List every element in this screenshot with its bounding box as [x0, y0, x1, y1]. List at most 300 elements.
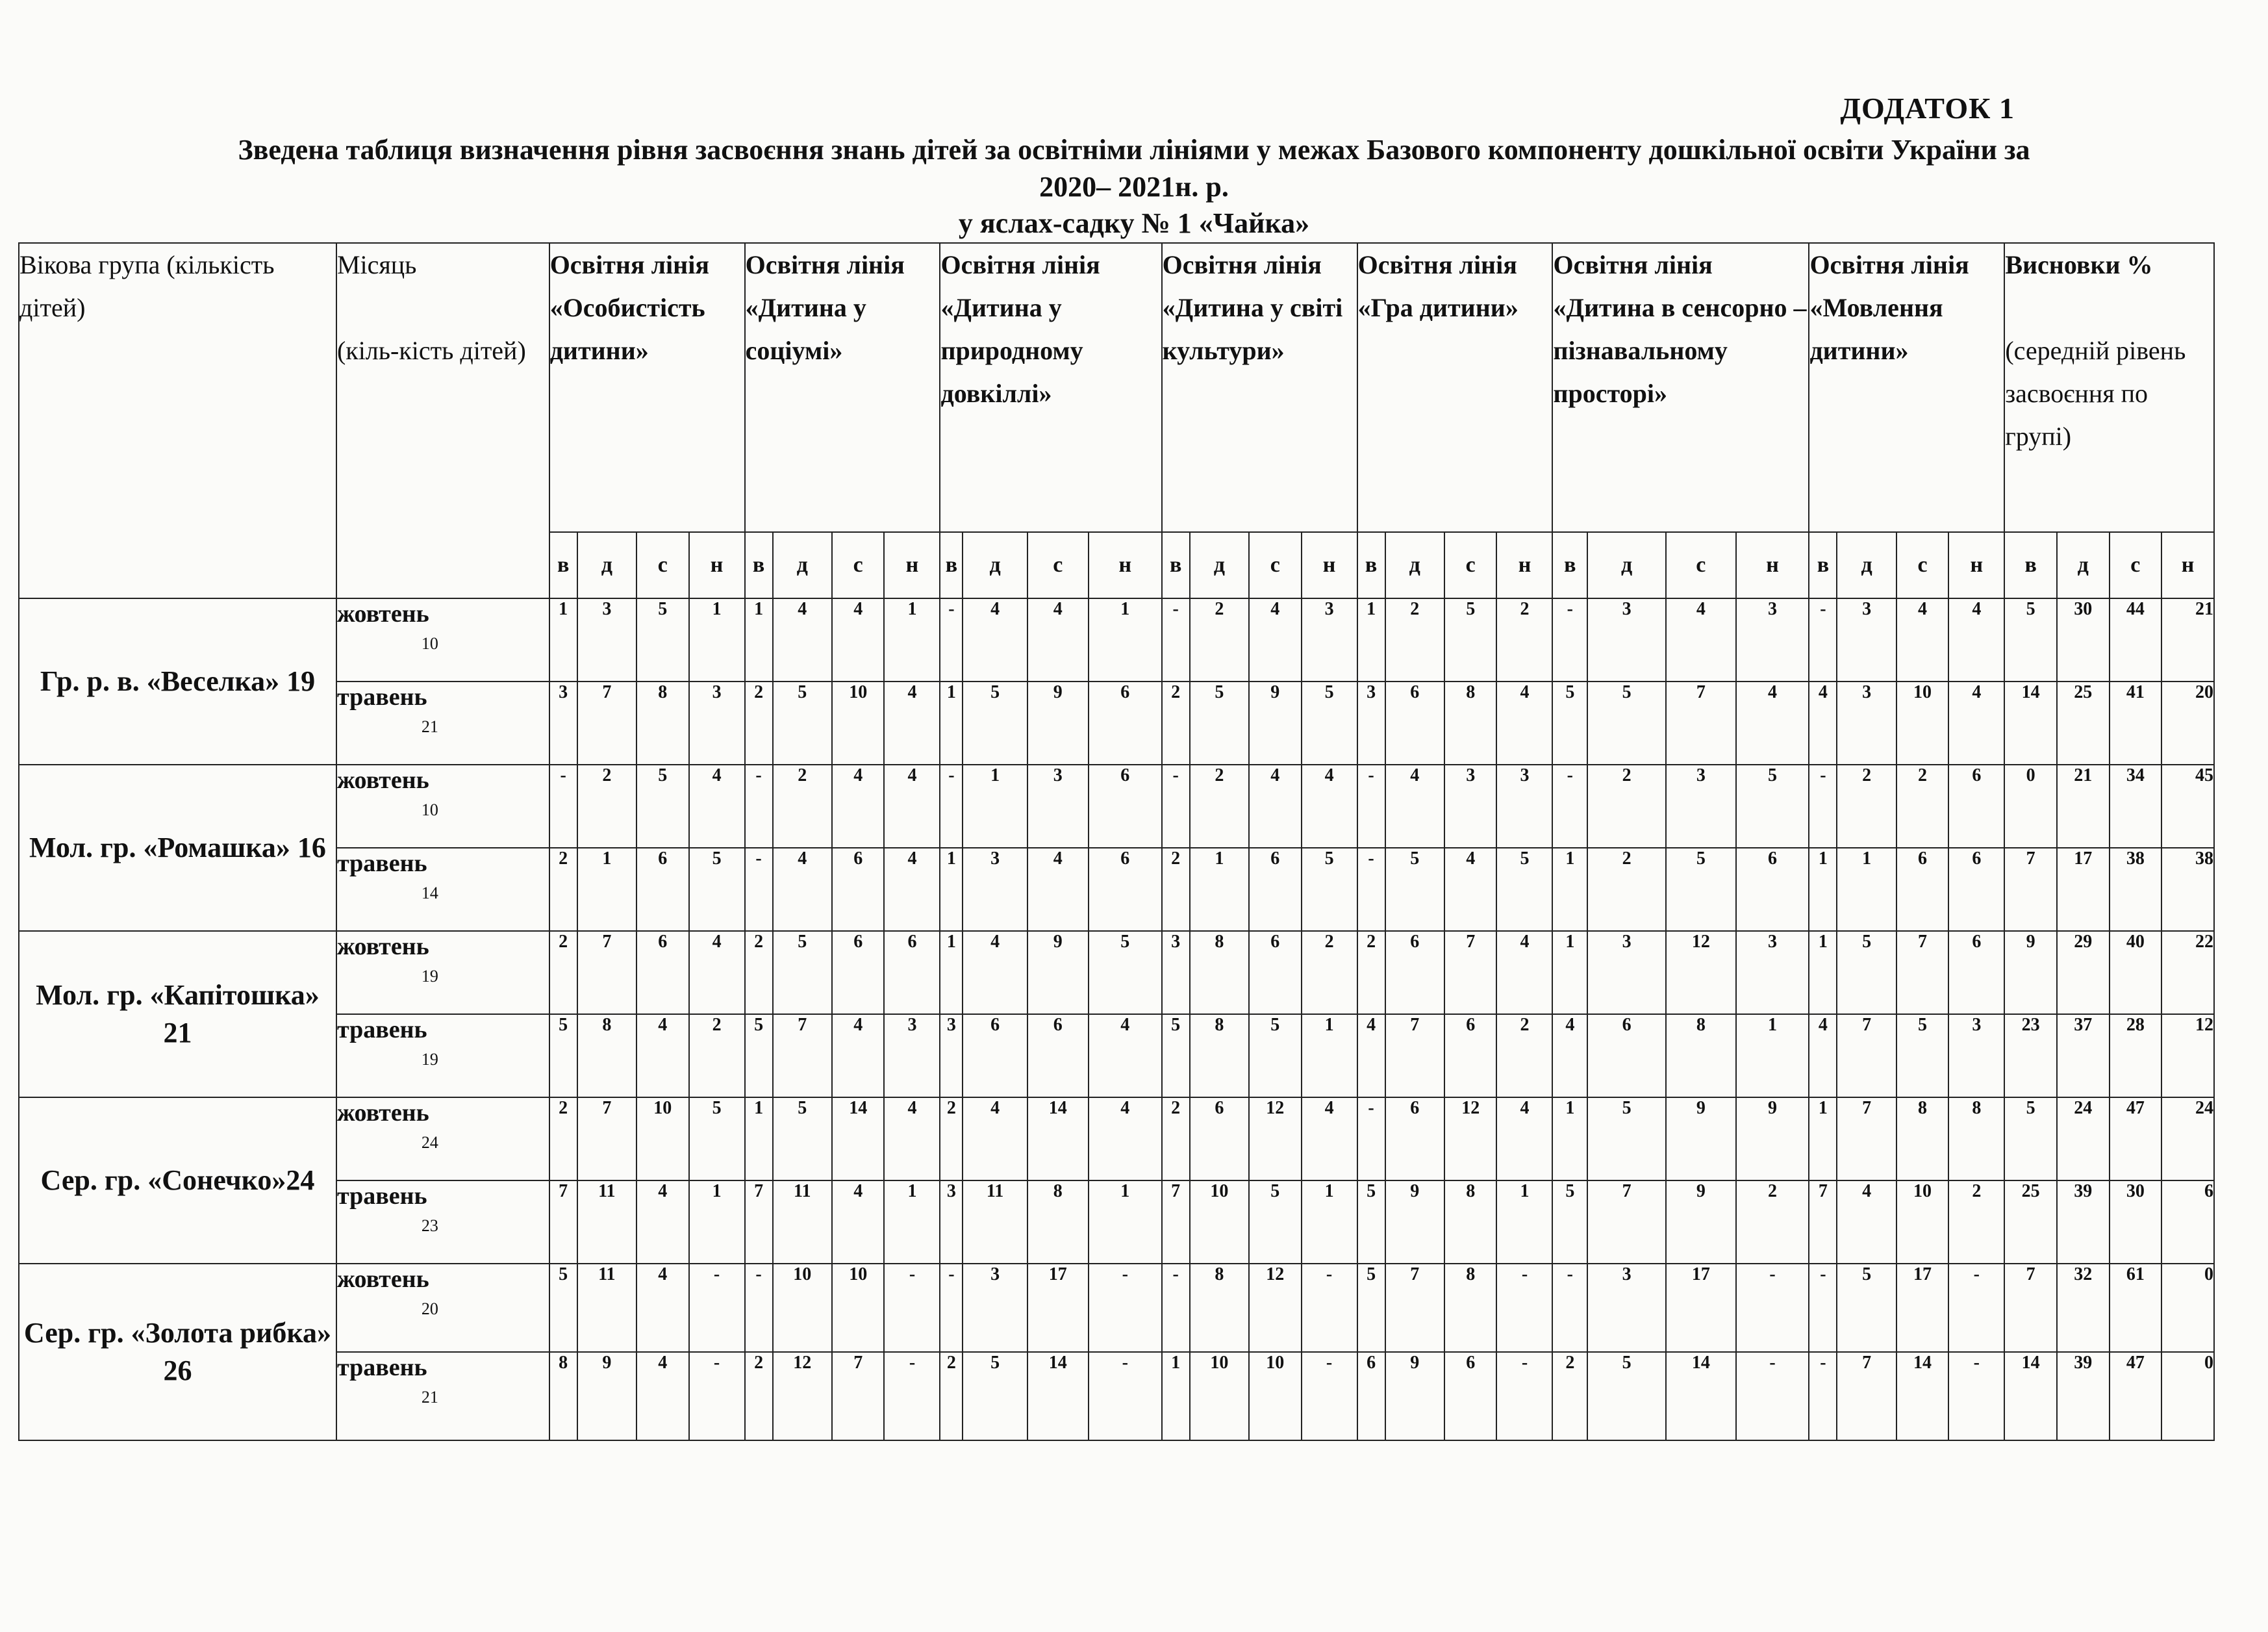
value-cell: 7 — [832, 1352, 885, 1440]
group-name: Мол. гр. «Капітошка» 21 — [19, 931, 336, 1097]
value-cell: 4 — [1896, 598, 1949, 682]
line-header-5: Освітня лінія «Гра дитини» — [1357, 243, 1553, 532]
level-header: в — [1162, 532, 1190, 598]
month-name: жовтень — [336, 600, 429, 628]
value-cell: 1 — [745, 598, 773, 682]
value-cell: 17 — [1896, 1264, 1949, 1352]
value-cell: 30 — [2057, 598, 2110, 682]
value-cell: 9 — [1385, 1180, 1444, 1264]
value-cell: 4 — [1736, 682, 1809, 765]
value-cell: 10 — [1249, 1352, 1302, 1440]
table-row — [19, 931, 2214, 1014]
line-header-3: Освітня лінія «Дитина у природному довкіллі» — [940, 243, 1161, 532]
value-cell: - — [1357, 1097, 1385, 1180]
conclusions-header — [2004, 243, 2214, 532]
value-cell: 6 — [1736, 848, 1809, 931]
level-header: в — [549, 532, 577, 598]
value-cell: 3 — [577, 598, 636, 682]
group-name: Гр. р. в. «Веселка» 19 — [19, 598, 336, 765]
value-cell: 30 — [2110, 1180, 2162, 1264]
month-name: травень — [336, 683, 427, 711]
line-header-7: Освітня лінія «Мовлення дитини» — [1809, 243, 2004, 532]
value-cell: 4 — [1496, 1097, 1552, 1180]
value-cell: 5 — [1162, 1014, 1190, 1097]
month-name: травень — [336, 850, 427, 877]
level-header: д — [577, 532, 636, 598]
value-cell: 5 — [1385, 848, 1444, 931]
value-cell: 4 — [832, 1180, 885, 1264]
month-cell — [336, 1014, 549, 1097]
value-cell: 10 — [636, 1097, 689, 1180]
value-cell: 5 — [1357, 1180, 1385, 1264]
value-cell: 38 — [2110, 848, 2162, 931]
value-cell: 7 — [1162, 1180, 1190, 1264]
value-cell: 34 — [2110, 765, 2162, 848]
month-name: жовтень — [336, 1099, 429, 1127]
value-cell: 41 — [2110, 682, 2162, 765]
value-cell: 8 — [1027, 1180, 1089, 1264]
value-cell: 10 — [1190, 1180, 1249, 1264]
value-cell: 12 — [773, 1352, 832, 1440]
value-cell: 1 — [940, 682, 963, 765]
value-cell: 4 — [832, 598, 885, 682]
value-cell: 10 — [1896, 682, 1949, 765]
month-count: 14 — [421, 884, 438, 902]
value-cell: 14 — [1027, 1097, 1089, 1180]
value-cell: - — [689, 1352, 745, 1440]
value-cell: 4 — [1089, 1097, 1162, 1180]
value-cell: 5 — [1552, 682, 1587, 765]
value-cell: 3 — [1837, 598, 1896, 682]
value-cell: 4 — [636, 1014, 689, 1097]
value-cell: 5 — [549, 1264, 577, 1352]
value-cell: 6 — [1249, 931, 1302, 1014]
value-cell: 2 — [577, 765, 636, 848]
value-cell: 0 — [2004, 765, 2057, 848]
value-cell: 3 — [1444, 765, 1497, 848]
value-cell: - — [1089, 1264, 1162, 1352]
month-count: 10 — [421, 800, 438, 819]
value-cell: 3 — [689, 682, 745, 765]
value-cell: 6 — [832, 848, 885, 931]
value-cell: 37 — [2057, 1014, 2110, 1097]
value-cell: - — [1162, 598, 1190, 682]
value-cell: 2 — [1587, 765, 1666, 848]
value-cell: 1 — [1089, 1180, 1162, 1264]
level-header: с — [2110, 532, 2162, 598]
value-cell: 7 — [745, 1180, 773, 1264]
value-cell: 2 — [1302, 931, 1357, 1014]
value-cell: 2 — [549, 848, 577, 931]
value-cell: 6 — [1190, 1097, 1249, 1180]
value-cell: 6 — [1385, 682, 1444, 765]
level-header: с — [1027, 532, 1089, 598]
value-cell: 1 — [940, 848, 963, 931]
value-cell: 47 — [2110, 1097, 2162, 1180]
value-cell: 5 — [773, 931, 832, 1014]
value-cell: - — [1552, 598, 1587, 682]
value-cell: - — [1736, 1352, 1809, 1440]
value-cell: 14 — [1666, 1352, 1735, 1440]
header-row — [19, 243, 2214, 532]
value-cell: 14 — [1027, 1352, 1089, 1440]
value-cell: 9 — [577, 1352, 636, 1440]
value-cell: 5 — [1496, 848, 1552, 931]
value-cell: 1 — [1302, 1014, 1357, 1097]
value-cell: 5 — [2004, 1097, 2057, 1180]
value-cell: 10 — [832, 1264, 885, 1352]
value-cell: 5 — [1837, 931, 1896, 1014]
value-cell: 24 — [2161, 1097, 2214, 1180]
value-cell: 7 — [1385, 1014, 1444, 1097]
value-cell: 4 — [884, 682, 940, 765]
line-header-1: Освітня лінія «Особистість дитини» — [549, 243, 745, 532]
value-cell: 11 — [577, 1180, 636, 1264]
month-cell — [336, 1180, 549, 1264]
value-cell: - — [745, 765, 773, 848]
value-cell: 1 — [884, 1180, 940, 1264]
table-row — [19, 1014, 2214, 1097]
level-header: с — [1249, 532, 1302, 598]
value-cell: 5 — [636, 765, 689, 848]
month-count: 10 — [421, 634, 438, 653]
value-cell: 4 — [1496, 931, 1552, 1014]
value-cell: 6 — [1089, 765, 1162, 848]
value-cell: 1 — [549, 598, 577, 682]
month-name: травень — [336, 1354, 427, 1381]
value-cell: 9 — [1736, 1097, 1809, 1180]
month-count: 23 — [421, 1216, 438, 1235]
value-cell: 40 — [2110, 931, 2162, 1014]
value-cell: 7 — [577, 682, 636, 765]
value-cell: 8 — [1444, 1264, 1497, 1352]
month-cell — [336, 682, 549, 765]
value-cell: 10 — [832, 682, 885, 765]
value-cell: 2 — [1948, 1180, 2004, 1264]
value-cell: 3 — [963, 848, 1027, 931]
value-cell: 1 — [745, 1097, 773, 1180]
value-cell: - — [1162, 1264, 1190, 1352]
value-cell: 10 — [1896, 1180, 1949, 1264]
month-count: 21 — [421, 717, 438, 736]
value-cell: 9 — [1249, 682, 1302, 765]
value-cell: 2 — [745, 682, 773, 765]
value-cell: 4 — [1249, 765, 1302, 848]
value-cell: 5 — [963, 682, 1027, 765]
value-cell: 5 — [1587, 1352, 1666, 1440]
level-header: д — [1837, 532, 1896, 598]
month-cell — [336, 1352, 549, 1440]
value-cell: 14 — [832, 1097, 885, 1180]
value-cell: 6 — [1948, 765, 2004, 848]
value-cell: - — [745, 1264, 773, 1352]
value-cell: - — [745, 848, 773, 931]
value-cell: 4 — [1496, 682, 1552, 765]
value-cell: 8 — [636, 682, 689, 765]
level-header: в — [1357, 532, 1385, 598]
value-cell: 2 — [1190, 598, 1249, 682]
value-cell: 5 — [2004, 598, 2057, 682]
value-cell: 5 — [549, 1014, 577, 1097]
value-cell: 5 — [1357, 1264, 1385, 1352]
value-cell: 4 — [773, 598, 832, 682]
value-cell: 2 — [549, 1097, 577, 1180]
value-cell: 9 — [2004, 931, 2057, 1014]
value-cell: 1 — [1809, 848, 1837, 931]
value-cell: 11 — [577, 1264, 636, 1352]
value-cell: 10 — [773, 1264, 832, 1352]
value-cell: 2 — [1190, 765, 1249, 848]
appendix-label: ДОДАТОК 1 — [1840, 92, 2015, 125]
conclusions-sub: (середній рівень засвоєння по групі) — [2005, 336, 2186, 451]
value-cell: 1 — [884, 598, 940, 682]
level-header: д — [773, 532, 832, 598]
value-cell: 12 — [1444, 1097, 1497, 1180]
value-cell: - — [1809, 1264, 1837, 1352]
month-count: 19 — [421, 967, 438, 986]
value-cell: 5 — [1666, 848, 1735, 931]
value-cell: 23 — [2004, 1014, 2057, 1097]
value-cell: 14 — [2004, 682, 2057, 765]
value-cell: 2 — [1552, 1352, 1587, 1440]
value-cell: 6 — [1948, 848, 2004, 931]
value-cell: 2 — [773, 765, 832, 848]
value-cell: 0 — [2161, 1352, 2214, 1440]
value-cell: 4 — [1089, 1014, 1162, 1097]
summary-table — [18, 242, 2215, 1441]
value-cell: 17 — [1027, 1264, 1089, 1352]
value-cell: 10 — [1190, 1352, 1249, 1440]
level-header: н — [2161, 532, 2214, 598]
value-cell: 7 — [1837, 1352, 1896, 1440]
value-cell: 5 — [1249, 1014, 1302, 1097]
month-cell — [336, 1264, 549, 1352]
value-cell: - — [1809, 765, 1837, 848]
value-cell: - — [1736, 1264, 1809, 1352]
value-cell: 1 — [1837, 848, 1896, 931]
value-cell: 4 — [1809, 682, 1837, 765]
value-cell: 4 — [636, 1352, 689, 1440]
value-cell: 2 — [1162, 848, 1190, 931]
table-row — [19, 765, 2214, 848]
value-cell: 7 — [2004, 848, 2057, 931]
value-cell: 3 — [1666, 765, 1735, 848]
value-cell: 5 — [1249, 1180, 1302, 1264]
value-cell: 7 — [2004, 1264, 2057, 1352]
value-cell: - — [549, 765, 577, 848]
month-header-title: Місяць — [336, 250, 417, 279]
level-header: н — [1089, 532, 1162, 598]
value-cell: 2 — [940, 1352, 963, 1440]
level-header: с — [1896, 532, 1949, 598]
value-cell: 1 — [940, 931, 963, 1014]
value-cell: 7 — [1896, 931, 1949, 1014]
value-cell: 4 — [1249, 598, 1302, 682]
level-header: д — [963, 532, 1027, 598]
value-cell: 5 — [1552, 1180, 1587, 1264]
value-cell: 0 — [2161, 1264, 2214, 1352]
value-cell: 5 — [1736, 765, 1809, 848]
value-cell: 38 — [2161, 848, 2214, 931]
value-cell: 2 — [1357, 931, 1385, 1014]
value-cell: 1 — [963, 765, 1027, 848]
value-cell: 61 — [2110, 1264, 2162, 1352]
value-cell: 1 — [1089, 598, 1162, 682]
value-cell: 8 — [1948, 1097, 2004, 1180]
value-cell: 3 — [963, 1264, 1027, 1352]
value-cell: 3 — [1357, 682, 1385, 765]
value-cell: 28 — [2110, 1014, 2162, 1097]
value-cell: 5 — [1089, 931, 1162, 1014]
value-cell: 2 — [549, 931, 577, 1014]
value-cell: 5 — [1444, 598, 1497, 682]
value-cell: - — [1948, 1264, 2004, 1352]
level-header: в — [745, 532, 773, 598]
value-cell: 4 — [1552, 1014, 1587, 1097]
level-header: н — [1496, 532, 1552, 598]
value-cell: 4 — [884, 1097, 940, 1180]
value-cell: 2 — [745, 1352, 773, 1440]
table-row — [19, 1352, 2214, 1440]
table-row — [19, 598, 2214, 682]
value-cell: 12 — [1666, 931, 1735, 1014]
value-cell: 3 — [1587, 1264, 1666, 1352]
value-cell: 4 — [1837, 1180, 1896, 1264]
value-cell: 4 — [1302, 1097, 1357, 1180]
value-cell: 25 — [2057, 682, 2110, 765]
value-cell: 8 — [1444, 682, 1497, 765]
value-cell: 3 — [1302, 598, 1357, 682]
value-cell: 6 — [832, 931, 885, 1014]
month-name: жовтень — [336, 933, 429, 960]
value-cell: 9 — [1027, 682, 1089, 765]
value-cell: 3 — [1162, 931, 1190, 1014]
value-cell: 6 — [963, 1014, 1027, 1097]
title-line-3: у яслах-садку № 1 «Чайка» — [958, 207, 1310, 239]
value-cell: - — [884, 1352, 940, 1440]
value-cell: 3 — [1027, 765, 1089, 848]
value-cell: 47 — [2110, 1352, 2162, 1440]
value-cell: - — [1089, 1352, 1162, 1440]
value-cell: 29 — [2057, 931, 2110, 1014]
value-cell: 17 — [1666, 1264, 1735, 1352]
month-cell — [336, 1097, 549, 1180]
value-cell: 6 — [884, 931, 940, 1014]
table-row — [19, 1264, 2214, 1352]
value-cell: 6 — [636, 848, 689, 931]
value-cell: 1 — [1190, 848, 1249, 931]
value-cell: - — [1809, 1352, 1837, 1440]
value-cell: 4 — [1357, 1014, 1385, 1097]
group-name: Сер. гр. «Золота рибка» 26 — [19, 1264, 336, 1440]
value-cell: 5 — [745, 1014, 773, 1097]
value-cell: - — [1496, 1352, 1552, 1440]
value-cell: 1 — [689, 598, 745, 682]
month-header-sub: (кіль-кість дітей) — [336, 336, 526, 365]
value-cell: 7 — [577, 931, 636, 1014]
value-cell: 5 — [1302, 848, 1357, 931]
level-header: н — [689, 532, 745, 598]
title-line-2: 2020– 2021н. р. — [1039, 171, 1229, 203]
value-cell: 22 — [2161, 931, 2214, 1014]
value-cell: - — [1302, 1352, 1357, 1440]
value-cell: 3 — [940, 1014, 963, 1097]
value-cell: 25 — [2004, 1180, 2057, 1264]
value-cell: 3 — [1587, 931, 1666, 1014]
month-count: 20 — [421, 1299, 438, 1318]
group-column-header: Вікова група (кількість дітей) — [19, 243, 336, 598]
value-cell: 5 — [689, 1097, 745, 1180]
value-cell: 6 — [1089, 848, 1162, 931]
month-column-header — [336, 243, 549, 598]
value-cell: 6 — [1027, 1014, 1089, 1097]
value-cell: 6 — [1587, 1014, 1666, 1097]
value-cell: 5 — [963, 1352, 1027, 1440]
month-name: жовтень — [336, 767, 429, 794]
table-row — [19, 848, 2214, 931]
value-cell: 5 — [1190, 682, 1249, 765]
value-cell: 3 — [1837, 682, 1896, 765]
value-cell: 12 — [1249, 1264, 1302, 1352]
value-cell: 4 — [832, 765, 885, 848]
line-header-4: Освітня лінія «Дитина у світі культури» — [1162, 243, 1357, 532]
level-header: с — [636, 532, 689, 598]
value-cell: 2 — [1736, 1180, 1809, 1264]
value-cell: 5 — [773, 1097, 832, 1180]
value-cell: - — [1496, 1264, 1552, 1352]
value-cell: 4 — [689, 931, 745, 1014]
value-cell: 8 — [577, 1014, 636, 1097]
value-cell: 39 — [2057, 1352, 2110, 1440]
value-cell: - — [1302, 1264, 1357, 1352]
level-header: в — [940, 532, 963, 598]
level-header: н — [1736, 532, 1809, 598]
value-cell: 3 — [1736, 931, 1809, 1014]
value-cell: 5 — [1837, 1264, 1896, 1352]
value-cell: - — [689, 1264, 745, 1352]
value-cell: 4 — [1948, 598, 2004, 682]
value-cell: 1 — [1552, 848, 1587, 931]
value-cell: 2 — [1162, 1097, 1190, 1180]
value-cell: 3 — [1496, 765, 1552, 848]
value-cell: 2 — [1896, 765, 1949, 848]
value-cell: 12 — [1249, 1097, 1302, 1180]
value-cell: 4 — [963, 598, 1027, 682]
value-cell: - — [940, 1264, 963, 1352]
value-cell: 3 — [549, 682, 577, 765]
value-cell: 5 — [1896, 1014, 1949, 1097]
month-count: 21 — [421, 1388, 438, 1407]
value-cell: - — [1162, 765, 1190, 848]
value-cell: 6 — [1089, 682, 1162, 765]
value-cell: 6 — [1385, 1097, 1444, 1180]
value-cell: 3 — [1948, 1014, 2004, 1097]
month-cell — [336, 848, 549, 931]
value-cell: - — [940, 765, 963, 848]
value-cell: 3 — [1587, 598, 1666, 682]
value-cell: 32 — [2057, 1264, 2110, 1352]
line-header-2: Освітня лінія «Дитина у соціумі» — [745, 243, 940, 532]
month-count: 19 — [421, 1050, 438, 1069]
value-cell: 5 — [773, 682, 832, 765]
value-cell: 1 — [1809, 1097, 1837, 1180]
line-header-6: Освітня лінія «Дитина в сенсорно – пізнавальному просторі» — [1552, 243, 1809, 532]
value-cell: 2 — [1587, 848, 1666, 931]
value-cell: 1 — [577, 848, 636, 931]
value-cell: 1 — [1552, 931, 1587, 1014]
value-cell: 6 — [1896, 848, 1949, 931]
value-cell: 20 — [2161, 682, 2214, 765]
